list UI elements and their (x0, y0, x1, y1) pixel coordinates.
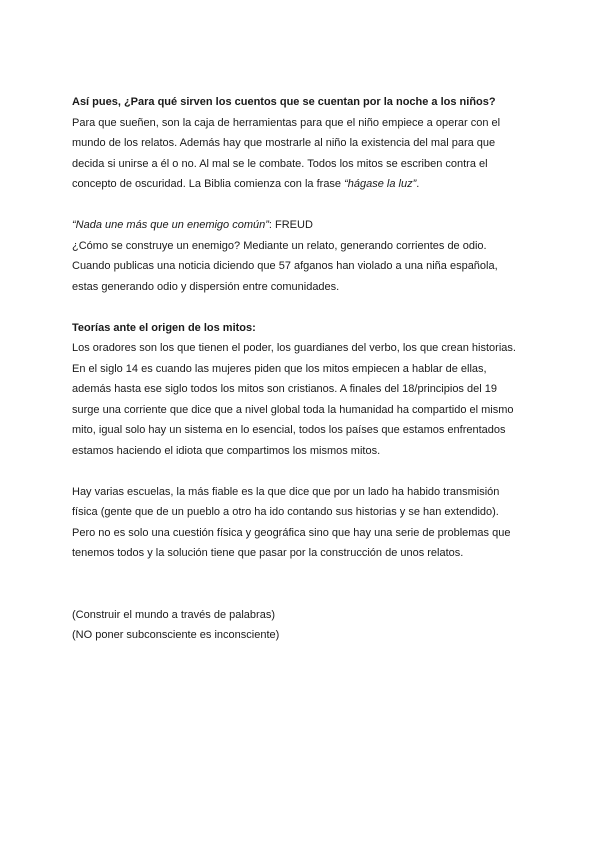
paragraph-line: mundo de los relatos. Además hay que mostrarle al niño la existencia del mal para que (72, 137, 496, 149)
note-line: (Construir el mundo a través de palabras) (72, 608, 275, 621)
freud-quote-line (72, 215, 532, 236)
paragraph-line: estas generando odio y dispersión entre comunidades. (72, 280, 340, 293)
spacer (72, 195, 532, 216)
paragraph-line: además hasta ese siglo todos los mitos son cristianos. A finales del 18/principios del 19 (72, 383, 497, 395)
freud-quote: “Nada une más que un enemigo común” (72, 219, 269, 231)
paragraph-line: mito, igual solo hay un sistema en lo esencial, todos los países que estamos enfrentados (72, 424, 506, 436)
paragraph-line: Hay varias escuelas, la más fiable es la que dice que por un lado ha habido transmisión (72, 485, 500, 498)
paragraph-line: Los oradores son los que tienen el poder, los guardianes del verbo, los que crean historias. (72, 342, 516, 354)
paragraph-line: estamos haciendo el idiota que compartimos los mismos mitos. (72, 444, 381, 457)
spacer (72, 297, 532, 318)
spacer (72, 564, 532, 605)
quote-author: : FREUD (268, 219, 313, 231)
paragraph-line: En el siglo 14 es cuando las mujeres piden que los mitos empiecen a hablar de ellas, (72, 362, 487, 375)
paragraph-line: surge una corriente que dice que a nivel global toda la humanidad ha compartido el mismo (72, 403, 514, 416)
paragraph-text: . (416, 178, 420, 190)
paragraph-line: Para que sueñen, son la caja de herramientas para que el niño empiece a operar con el (72, 116, 501, 129)
paragraph-text: concepto de oscuridad. La Biblia comienza con la frase (72, 178, 345, 190)
paragraph-line: decida si unirse a él o no. Al mal se le combate. Todos los mitos se escriben contra el (72, 157, 488, 170)
section-heading-cuentos: Así pues, ¿Para qué sirven los cuentos que se cuentan por la noche a los niños? (72, 96, 496, 108)
section-heading-teorias: Teorías ante el origen de los mitos: (72, 321, 256, 334)
paragraph-line: ¿Cómo se construye un enemigo? Mediante un relato, generando corrientes de odio. (72, 239, 487, 252)
paragraph-line: Cuando publicas una noticia diciendo que 57 afganos han violado a una niña española, (72, 260, 498, 272)
paragraph-line: tenemos todos y la solución tiene que pasar por la construcción de unos relatos. (72, 547, 464, 559)
paragraph-line: física (gente que de un pueblo a otro ha ido contando sus historias y se han extendido). (72, 506, 499, 518)
spacer (72, 461, 532, 482)
document-body (72, 92, 532, 646)
paragraph-line (72, 174, 532, 195)
note-line: (NO poner subconsciente es inconsciente) (72, 629, 280, 641)
paragraph-line: Pero no es solo una cuestión física y geográfica sino que hay una serie de problemas que (72, 526, 511, 539)
bible-quote: “hágase la luz” (344, 178, 417, 190)
